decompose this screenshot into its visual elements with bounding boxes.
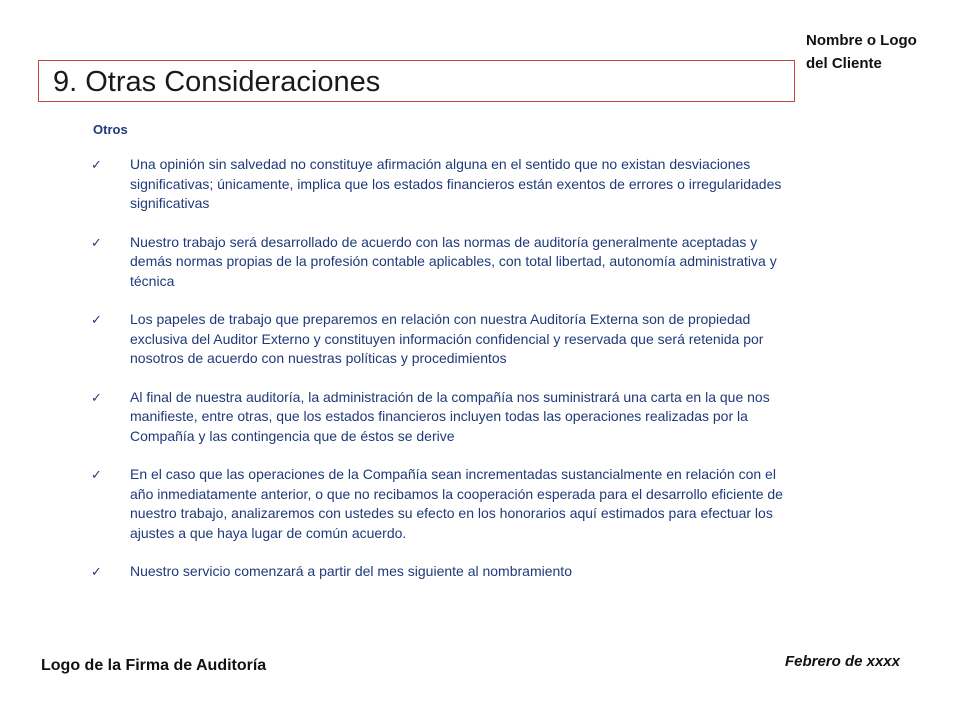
client-logo-line1: Nombre o Logo — [806, 32, 917, 49]
bullet-text: Una opinión sin salvedad no constituye afirmación alguna en el sentido que no existan desviaciones significativas; únicamente, implica que los estados financieros están exentos de errores o irregularidades significativas — [130, 156, 782, 211]
check-icon: ✓ — [91, 467, 102, 482]
bullet-item — [91, 233, 791, 292]
bullet-item — [91, 310, 791, 369]
bullet-text: En el caso que las operaciones de la Compañía sean incrementadas sustancialmente en relación con el año inmediatamente anterior, o que no recibamos la cooperación esperada para el desarrollo eficiente de nuestro trabajo, analizaremos con ustedes su efecto en los honorarios aquí estimados para efectuar los ajustes a que haya lugar de común acuerdo. — [130, 466, 783, 541]
bullet-text: Nuestro trabajo será desarrollado de acuerdo con las normas de auditoría generalmente aceptadas y demás normas propias de la profesión contable aplicables, con total libertad, autonomía administrativa y técnica — [130, 233, 777, 289]
client-logo-placeholder — [806, 29, 956, 75]
bullet-item — [91, 465, 791, 543]
check-icon: ✓ — [91, 312, 102, 327]
page-title: 9. Otras Consideraciones — [53, 66, 381, 98]
bullet-text: Nuestro servicio comenzará a partir del mes siguiente al nombramiento — [130, 563, 572, 579]
bullet-item — [91, 155, 791, 214]
document-date: Febrero de xxxx — [784, 653, 900, 670]
title-box — [38, 60, 795, 102]
bullet-item — [91, 388, 791, 447]
bullet-text: Los papeles de trabajo que preparemos en relación con nuestra Auditoría Externa son de propiedad exclusiva del Auditor Externo y constituyen información confidencial y reservada que será retenida por nosotros de acuerdo con nuestras políticas y procedimientos — [130, 311, 764, 366]
check-icon: ✓ — [91, 564, 102, 579]
bullet-item — [91, 562, 791, 582]
firm-logo-placeholder: Logo de la Firma de Auditoría — [41, 657, 267, 674]
bullet-text: Al final de nuestra auditoría, la administración de la compañía nos suministrará una carta en la que nos manifieste, entre otras, que los estados financieros incluyen todas las operaciones realizadas por la Compañía y las contingencia que de éstos se derive — [130, 388, 770, 444]
section-label: Otros — [93, 122, 128, 137]
check-icon: ✓ — [91, 389, 102, 405]
bullet-list — [91, 155, 791, 601]
check-icon: ✓ — [91, 234, 102, 250]
client-logo-line2: del Cliente — [806, 55, 882, 72]
check-icon: ✓ — [91, 157, 102, 172]
